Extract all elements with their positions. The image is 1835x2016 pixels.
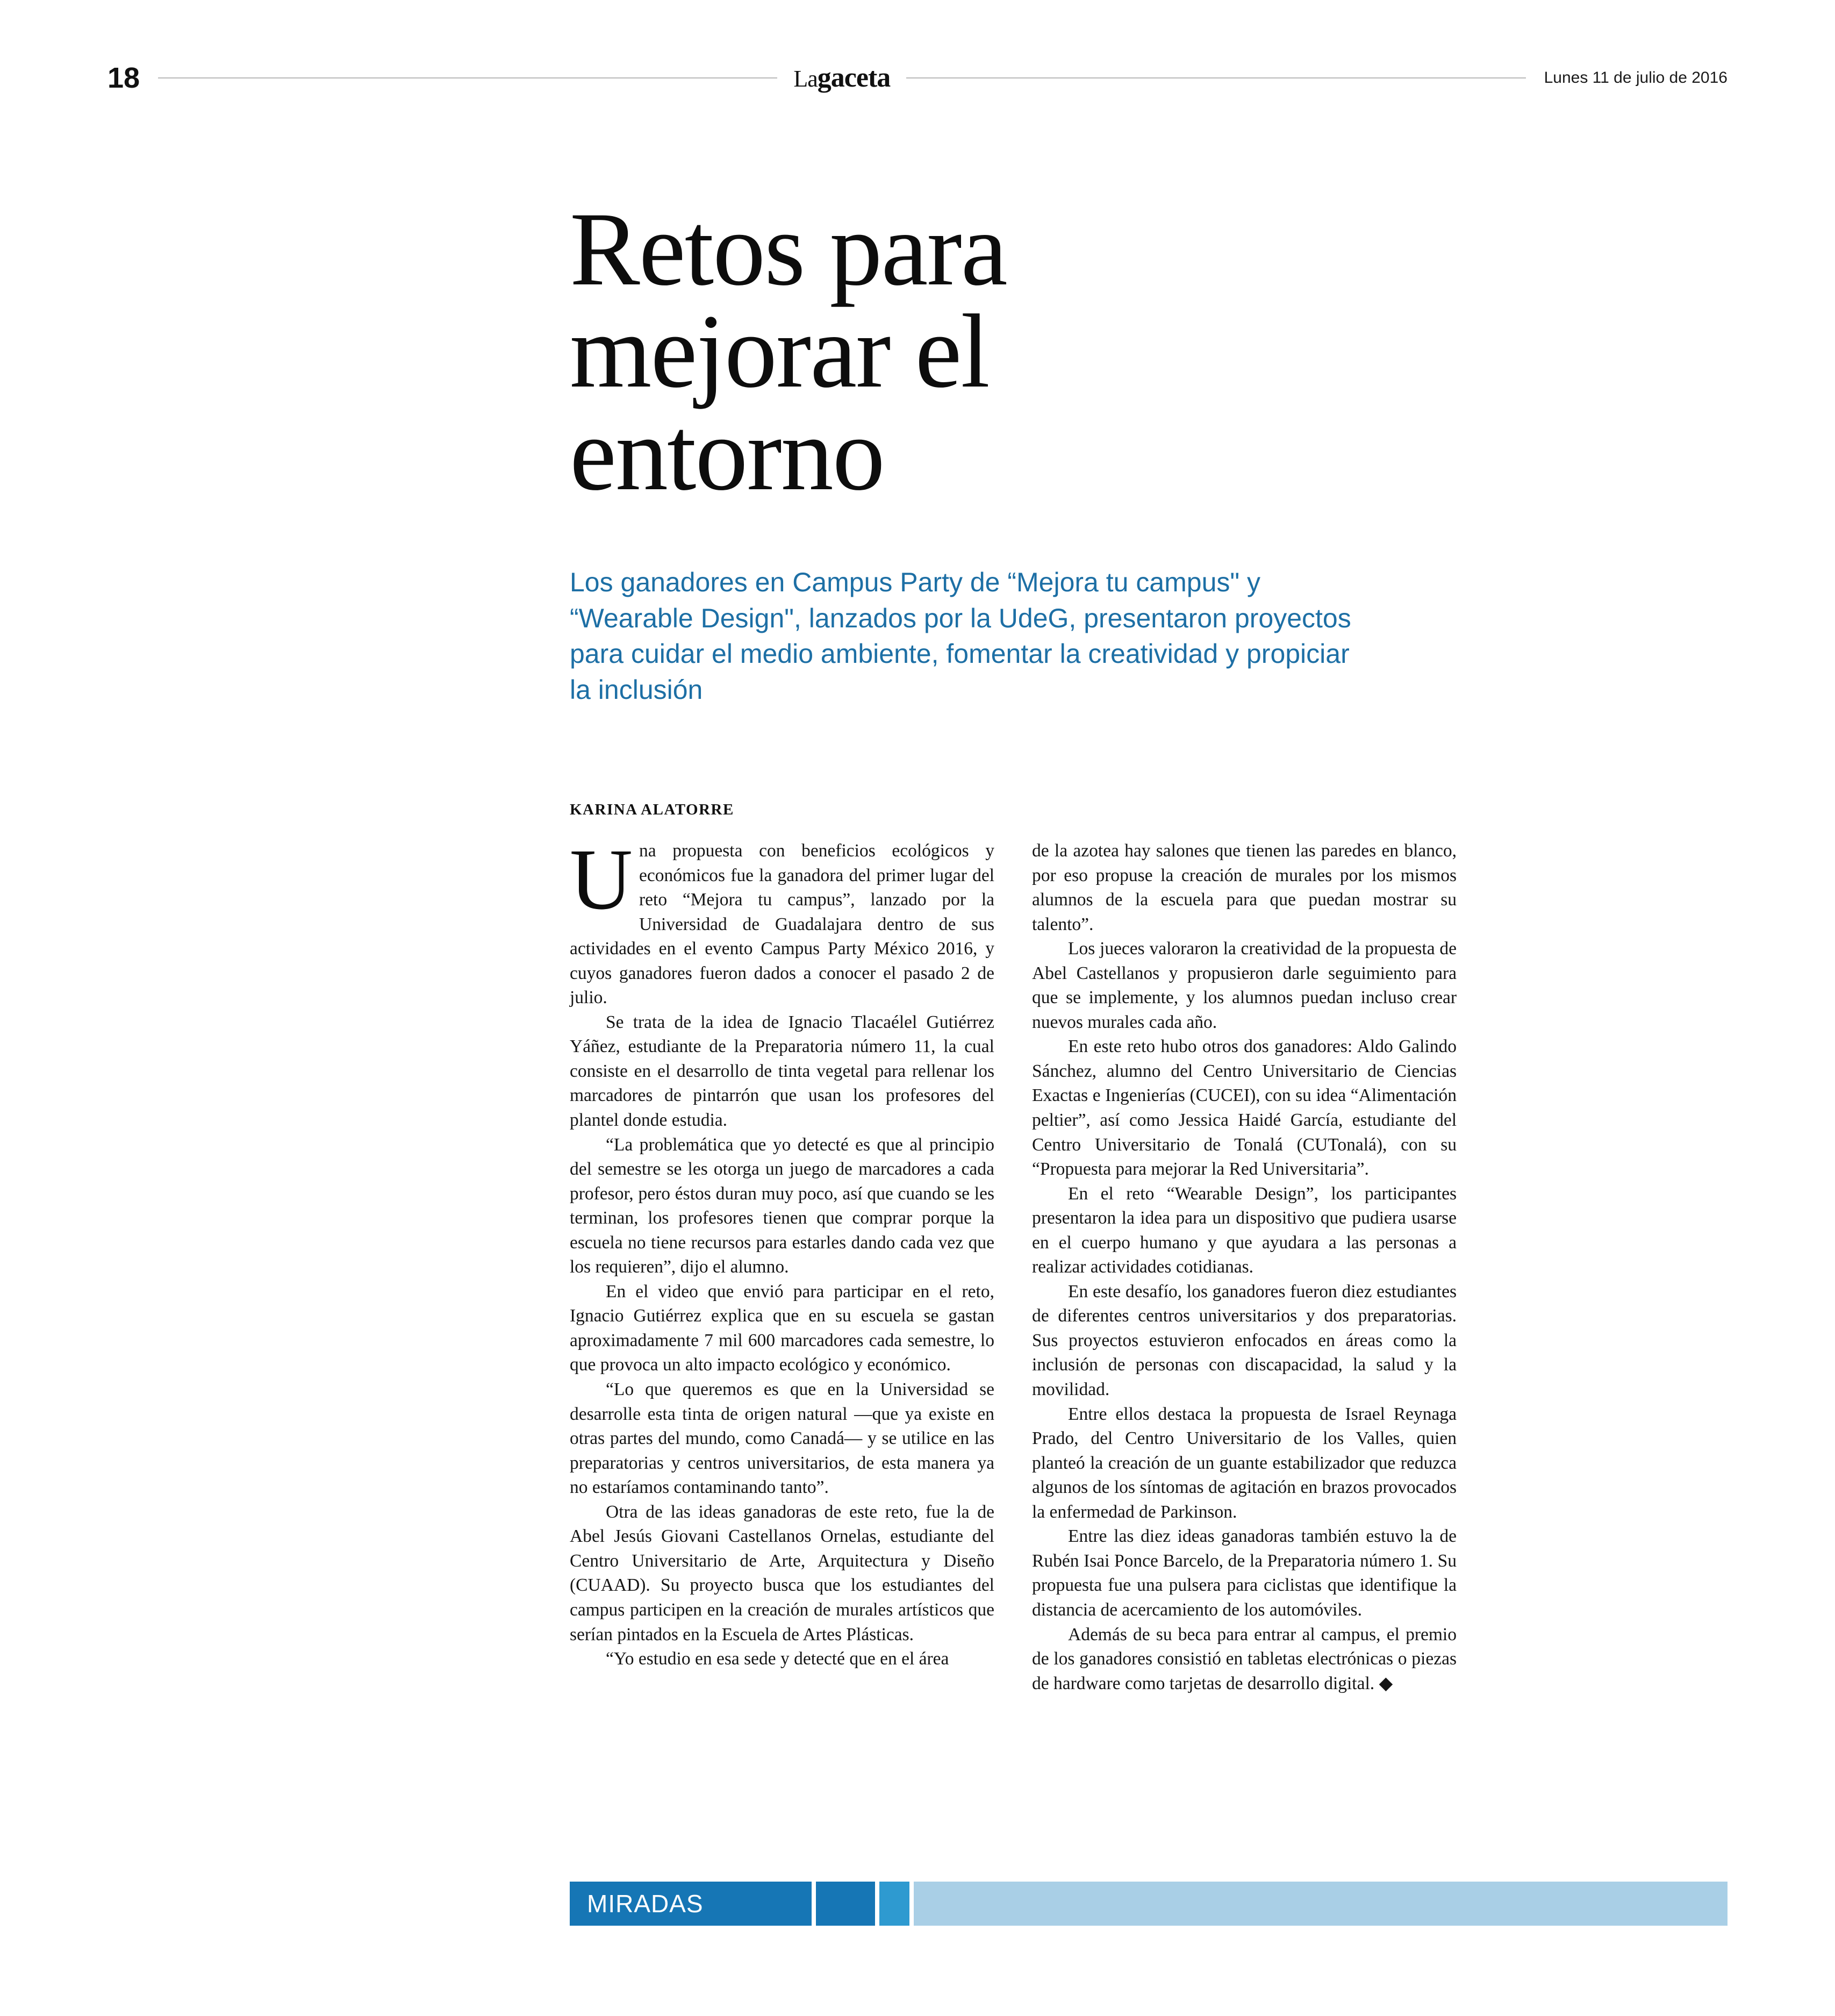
section-band-block-4 — [914, 1882, 1728, 1926]
paragraph: Se trata de la idea de Ignacio Tlacaélel Gutiérrez Yáñez, estudiante de la Preparatoria número 11, la cual consiste en el desarrollo de tinta vegetal para rellenar los marcadores de pintarrón que usan los profesores del plantel donde estudia. — [570, 1012, 994, 1131]
section-band — [570, 1882, 1728, 1926]
headline-line-3: entorno — [570, 395, 884, 512]
publication-logo — [777, 64, 906, 92]
article-byline: KARINA ALATORRE — [570, 801, 734, 818]
paragraph: Entre las diez ideas ganadoras también estuvo la de Rubén Isai Ponce Barcelo, de la Preparatoria número 1. Su propuesta fue una pulsera para ciclistas que identifique la distancia de acercamiento de los automóviles. — [1032, 1526, 1457, 1620]
body-column-left — [570, 832, 994, 1671]
section-band-block-3 — [879, 1882, 909, 1926]
headline-line-1: Retos para — [570, 191, 1007, 308]
article-deck: Los ganadores en Campus Party de “Mejora tu campus" y “Wearable Design", lanzados por la UdeG, presentaron proyectos para cuidar el medio ambiente, fomentar la creatividad y propiciar la inclusión — [570, 567, 1351, 705]
paragraph: Entre ellos destaca la propuesta de Israel Reynaga Prado, del Centro Universitario de los Valles, quien planteó la creación de un guante estabilizador que reduzca algunos de los síntomas de agitación en brazos provocados la enfermedad de Parkinson. — [1032, 1404, 1457, 1522]
paragraph: de la azotea hay salones que tienen las paredes en blanco, por eso propuse la creación de murales por los mismos alumnos de la escuela para que puedan mostrar su talento”. — [1032, 841, 1457, 934]
section-band-main — [570, 1882, 812, 1926]
paragraph: “Lo que queremos es que en la Universidad se desarrolle esta tinta de origen natural —que ya existe en otras partes del mundo, como Canadá— y se utilice en las preparatorias y centros universitarios, de esta manera ya no estaríamos contaminando tanto”. — [570, 1379, 994, 1498]
paragraph: Los jueces valoraron la creatividad de la propuesta de Abel Castellanos y propusieron darle seguimiento para que se implemente, y los alumnos puedan incluso crear nuevos murales cada año. — [1032, 939, 1457, 1032]
logo-la: La — [793, 66, 818, 92]
paragraph: Otra de las ideas ganadoras de este reto, fue la de Abel Jesús Giovani Castellanos Ornelas, estudiante del Centro Universitario de Arte, Arquitectura y Diseño (CUAAD). Su proyecto busca que los estudiantes del campus participen en la creación de murales artísticos que serían pintados en la Escuela de Artes Plásticas. — [570, 1502, 994, 1645]
section-name: MIRADAS — [587, 1890, 704, 1918]
body-column-right — [1032, 839, 1457, 1696]
page-number: 18 — [107, 62, 140, 94]
masthead-rule-right — [906, 77, 1525, 78]
paragraph: “La problemática que yo detecté es que al principio del semestre se les otorga un juego de marcadores a cada profesor, pero éstos duran muy poco, así que cuando se les terminan, los profesores tienen que comprar porque la escuela no tiene recursos para estarles dando cada vez que los requieren”, dijo el alumno. — [570, 1134, 994, 1277]
logo-gaceta: gaceta — [817, 62, 891, 93]
paragraph: En el video que envió para participar en el reto, Ignacio Gutiérrez explica que en su escuela se gastan aproximadamente 7 mil 600 marcadores cada semestre, lo que provoca un alto impacto ecológico y económico. — [570, 1281, 994, 1375]
paragraph-text: na propuesta con beneficios ecológicos y económicos fue la ganadora del primer lugar del reto “Mejora tu campus”, lanzado por la Universidad de Guadalajara dentro de sus actividades en el evento Campus Party México 2016, y cuyos ganadores fueron dados a conocer el pasado 2 de julio. — [570, 841, 994, 1008]
masthead-rule-left — [158, 77, 777, 78]
issue-date: Lunes 11 de julio de 2016 — [1544, 69, 1728, 87]
page-title — [570, 191, 1268, 512]
paragraph — [570, 832, 994, 1010]
paragraph: En este reto hubo otros dos ganadores: Aldo Galindo Sánchez, alumno del Centro Universitario de Ciencias Exactas e Ingenierías (CUCEI), con su idea “Alimentación peltier”, así como Jessica Haidé García, estudiante del Centro Universitario de Tonalá (CUTonalá), con su “Propuesta para mejorar la Red Universitaria”. — [1032, 1036, 1457, 1179]
section-band-block-2 — [816, 1882, 875, 1926]
paragraph: “Yo estudio en esa sede y detecté que en el área — [606, 1649, 949, 1669]
paragraph: En el reto “Wearable Design”, los participantes presentaron la idea para un dispositivo que pudiera usarse en el cuerpo humano y que ayudara a las personas a realizar actividades cotidianas. — [1032, 1183, 1457, 1277]
paragraph: En este desafío, los ganadores fueron diez estudiantes de diferentes centros universitarios y dos preparatorias. Sus proyectos estuvieron enfocados en áreas como la inclusión de personas con discapacidad, la salud y la movilidad. — [1032, 1281, 1457, 1400]
drop-cap: U — [570, 832, 633, 928]
page-masthead — [107, 59, 1728, 97]
paragraph: Además de su beca para entrar al campus, el premio de los ganadores consistió en tabletas electrónicas o piezas de hardware como tarjetas de desarrollo digital. ◆ — [1032, 1624, 1457, 1693]
headline-line-2: mejorar el — [570, 293, 989, 410]
